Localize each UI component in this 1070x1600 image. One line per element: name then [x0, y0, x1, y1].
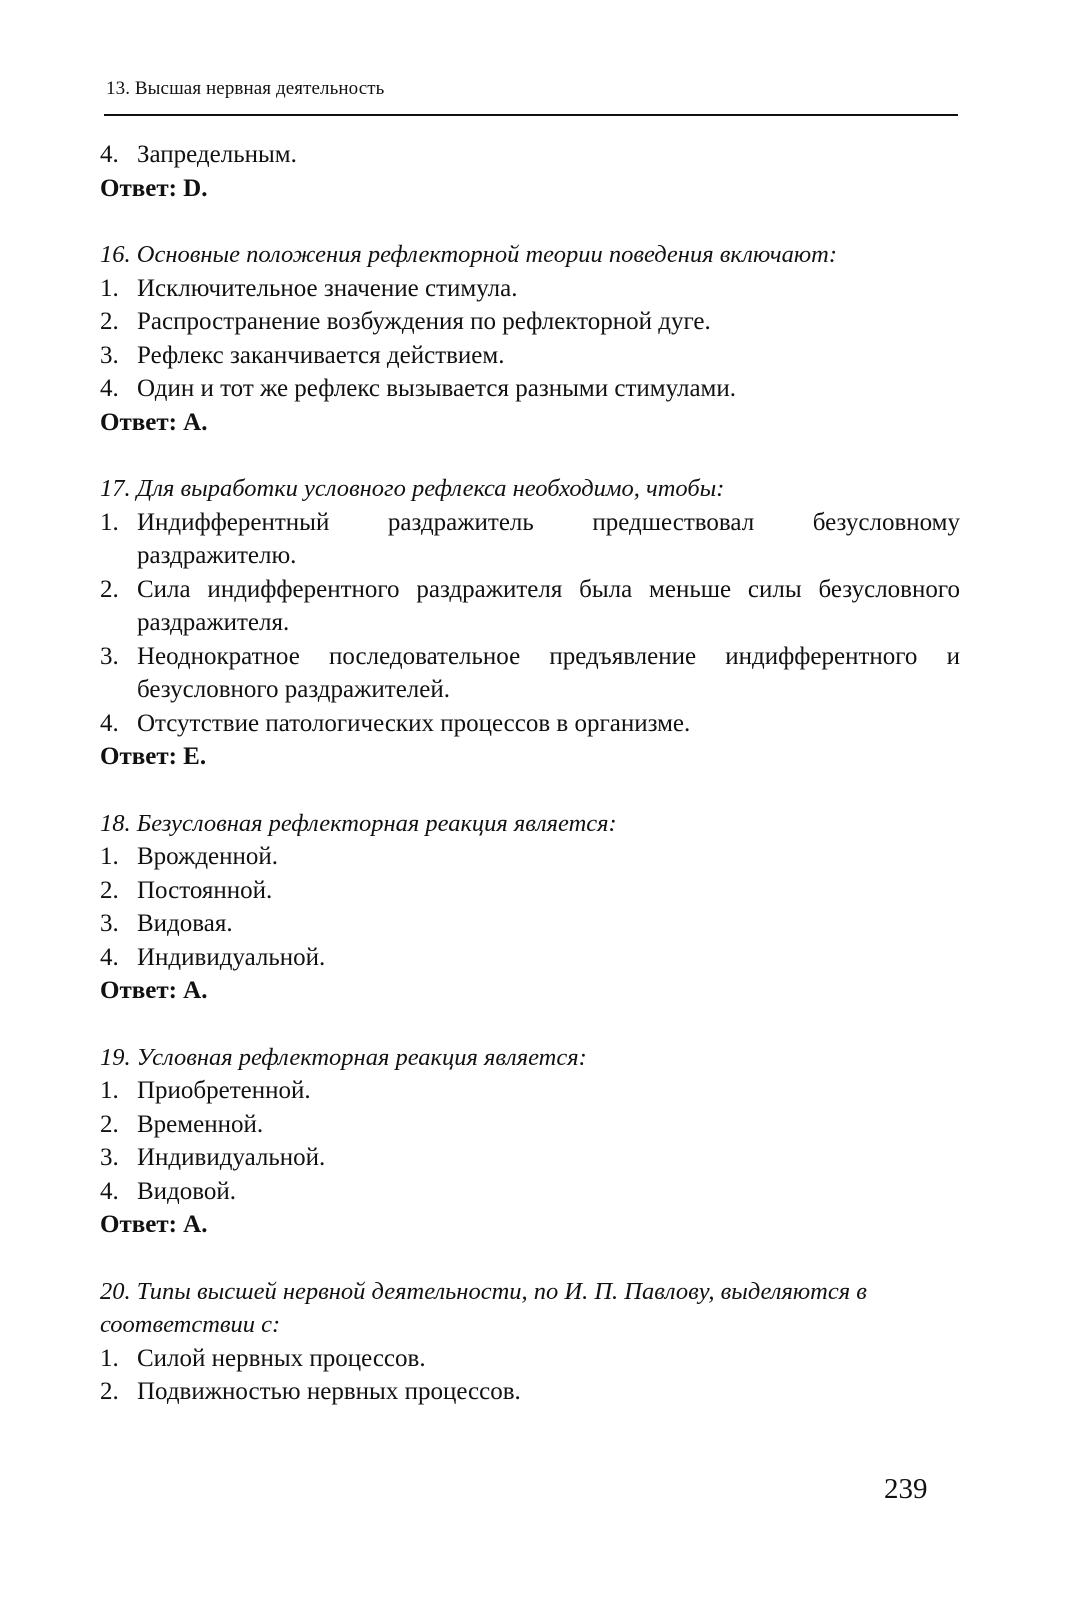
list-item [100, 1375, 960, 1409]
list-item [100, 707, 960, 741]
list-item [100, 840, 960, 874]
item-number: 4. [100, 709, 119, 737]
item-text: Временной. [137, 1110, 264, 1138]
question-16 [100, 238, 960, 439]
list-item [100, 506, 960, 573]
answer-text: Ответ: А. [100, 1211, 208, 1238]
list-item [100, 1342, 960, 1376]
list-item [100, 907, 960, 941]
item-number: 2. [100, 1378, 119, 1405]
item-number: 4. [100, 141, 119, 168]
item-number: 1. [100, 1344, 119, 1372]
item-text: Один и тот же рефлекс вызывается разными стимулами. [137, 375, 736, 402]
list-item [100, 1175, 960, 1209]
item-number: 3. [100, 642, 119, 670]
item-number: 4. [100, 1177, 119, 1205]
item-text: Постоянной. [137, 876, 273, 904]
item-text: Рефлекс заканчивается действием. [137, 341, 505, 369]
continued-question [100, 138, 960, 205]
question-text: 16. Основные положения рефлекторной теории поведения включают: [100, 241, 837, 268]
question-text: 17. Для выработки условного рефлекса необходимо, чтобы: [100, 475, 725, 502]
list-item [100, 138, 960, 172]
question-text: 18. Безусловная рефлекторная реакция является: [100, 809, 617, 837]
question-18 [100, 807, 960, 1008]
item-number: 3. [100, 910, 119, 937]
item-text: Подвижностью нервных процессов. [137, 1378, 521, 1405]
item-number: 3. [100, 341, 119, 369]
question-text: 20. Типы высшей нервной деятельности, по И. П. Павлову, выделяются в соответствии с: [100, 1277, 867, 1338]
item-text: Индивидуальной. [137, 943, 326, 971]
list-item [100, 640, 960, 707]
item-number: 1. [100, 1077, 119, 1104]
item-text: Видовая. [137, 910, 233, 937]
page-content [100, 138, 960, 1409]
answer-text: Ответ: А. [100, 408, 208, 436]
item-text: Индивидуальной. [137, 1144, 326, 1171]
item-text: Индифферентный раздражитель предшествовал безусловному раздражителю. [137, 508, 960, 569]
item-number: 1. [100, 274, 119, 302]
question-17 [100, 472, 960, 774]
list-item [100, 372, 960, 406]
item-number: 2. [100, 575, 119, 603]
list-item [100, 1108, 960, 1142]
item-text: Запредельным. [137, 141, 297, 168]
answer-text: Ответ: D. [100, 174, 208, 202]
item-number: 4. [100, 375, 119, 402]
item-number: 2. [100, 308, 119, 335]
item-text: Силой нервных процессов. [137, 1344, 426, 1372]
question-19 [100, 1041, 960, 1242]
item-number: 3. [100, 1144, 119, 1171]
list-item [100, 339, 960, 373]
item-text: Распространение возбуждения по рефлекторной дуге. [137, 308, 711, 335]
question-text: 19. Условная рефлекторная реакция является: [100, 1043, 587, 1071]
list-item [100, 305, 960, 339]
header-rule [104, 114, 958, 116]
page-number: 239 [884, 1473, 928, 1505]
item-text: Сила индифферентного раздражителя была меньше силы безусловного раздражителя. [137, 575, 960, 636]
item-text: Приобретенной. [137, 1077, 311, 1104]
item-number: 4. [100, 943, 119, 971]
list-item [100, 1141, 960, 1175]
item-text: Исключительное значение стимула. [137, 274, 518, 302]
answer-text: Ответ: А. [100, 977, 208, 1004]
item-text: Отсутствие патологических процессов в организме. [137, 709, 691, 737]
item-number: 1. [100, 508, 119, 536]
list-item [100, 272, 960, 306]
list-item [100, 1074, 960, 1108]
item-number: 1. [100, 843, 119, 870]
question-20 [100, 1275, 960, 1409]
list-item [100, 941, 960, 975]
item-text: Видовой. [137, 1177, 237, 1205]
item-text: Врожденной. [137, 843, 279, 870]
item-text: Неоднократное последовательное предъявление индифферентного и безусловного раздражителей. [137, 642, 960, 703]
item-number: 2. [100, 876, 119, 904]
list-item [100, 573, 960, 640]
list-item [100, 874, 960, 908]
item-number: 2. [100, 1110, 119, 1138]
running-head: 13. Высшая нервная деятельность [106, 78, 385, 99]
answer-text: Ответ: Е. [100, 743, 207, 770]
